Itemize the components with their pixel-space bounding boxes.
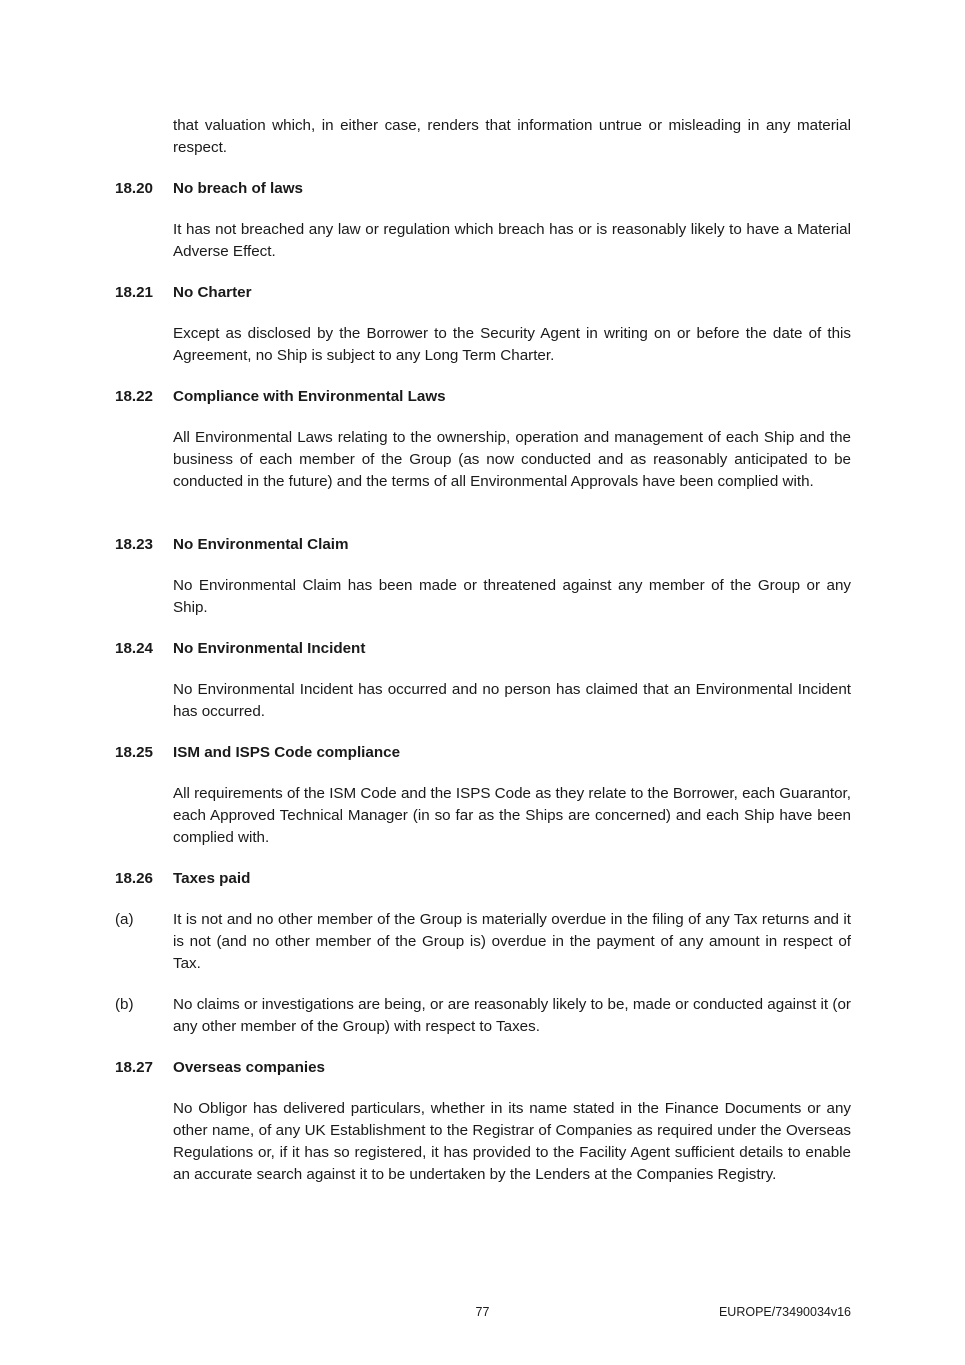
section-title: ISM and ISPS Code compliance	[173, 744, 401, 761]
page-number: 77	[475, 1305, 490, 1319]
section-heading-18-24	[115, 638, 851, 660]
section-number: 18.25	[115, 744, 154, 761]
section-paragraph-18-27: No Obligor has delivered particulars, whether in its name stated in the Finance Documents or any other name, of any UK Establishment to the Registrar of Companies as required under the Overseas Regulations or, if it has so registered, it has provided to the Facility Agent sufficient details to enable an accurate search against it to be undertaken by the Lenders at the Companies Registry.	[173, 1100, 851, 1183]
list-item-paragraph-a: It is not and no other member of the Group is materially overdue in the filing of any Tax returns and it is not (and no other member of the Group is) overdue in the payment of any amount in respect of Tax.	[173, 911, 851, 972]
section-heading-18-21	[115, 282, 851, 304]
section-paragraph-18-22: All Environmental Laws relating to the ownership, operation and management of each Ship and the business of each member of the Group (as now conducted and as reasonably anticipated to be conducted in the future) and the terms of all Environmental Approvals have been complied with.	[173, 429, 851, 490]
section-title: No Charter	[173, 284, 252, 301]
document-reference: EUROPE/73490034v16	[718, 1305, 851, 1319]
section-number: 18.21	[115, 284, 154, 301]
list-item-paragraph-b: No claims or investigations are being, or are reasonably likely to be, made or conducted against it (or any other member of the Group) with respect to Taxes.	[173, 996, 851, 1035]
section-heading-18-25	[115, 742, 851, 764]
section-title: Taxes paid	[173, 870, 251, 887]
section-paragraph-18-23: No Environmental Claim has been made or threatened against any member of the Group or any Ship.	[173, 577, 851, 616]
section-heading-18-22	[115, 386, 851, 408]
list-item-label: (b)	[115, 996, 134, 1013]
section-paragraph-18-21: Except as disclosed by the Borrower to the Security Agent in writing on or before the date of this Agreement, no Ship is subject to any Long Term Charter.	[173, 325, 851, 364]
section-heading-18-20	[115, 178, 851, 200]
section-number: 18.20	[115, 180, 154, 197]
section-number: 18.23	[115, 536, 154, 553]
section-title: No breach of laws	[173, 180, 303, 197]
section-heading-18-27	[115, 1057, 851, 1079]
section-paragraph-18-20: It has not breached any law or regulation which breach has or is reasonably likely to have a Material Adverse Effect.	[173, 221, 851, 260]
section-number: 18.24	[115, 640, 154, 657]
section-paragraph-18-25: All requirements of the ISM Code and the ISPS Code as they relate to the Borrower, each Guarantor, each Approved Technical Manager (in so far as the Ships are concerned) and each Ship have been complied with.	[173, 785, 851, 846]
section-title: Compliance with Environmental Laws	[173, 388, 446, 405]
section-heading-18-26	[115, 868, 851, 890]
section-title: Overseas companies	[173, 1059, 325, 1076]
intro-continuation-paragraph: that valuation which, in either case, renders that information untrue or misleading in any material respect.	[173, 117, 851, 156]
section-title: No Environmental Claim	[173, 536, 349, 553]
section-number: 18.27	[115, 1059, 154, 1076]
list-item-label: (a)	[115, 911, 134, 928]
section-number: 18.26	[115, 870, 154, 887]
section-title: No Environmental Incident	[173, 640, 366, 657]
section-number: 18.22	[115, 388, 154, 405]
section-heading-18-23	[115, 534, 851, 556]
section-paragraph-18-24: No Environmental Incident has occurred and no person has claimed that an Environmental Incident has occurred.	[173, 681, 851, 720]
